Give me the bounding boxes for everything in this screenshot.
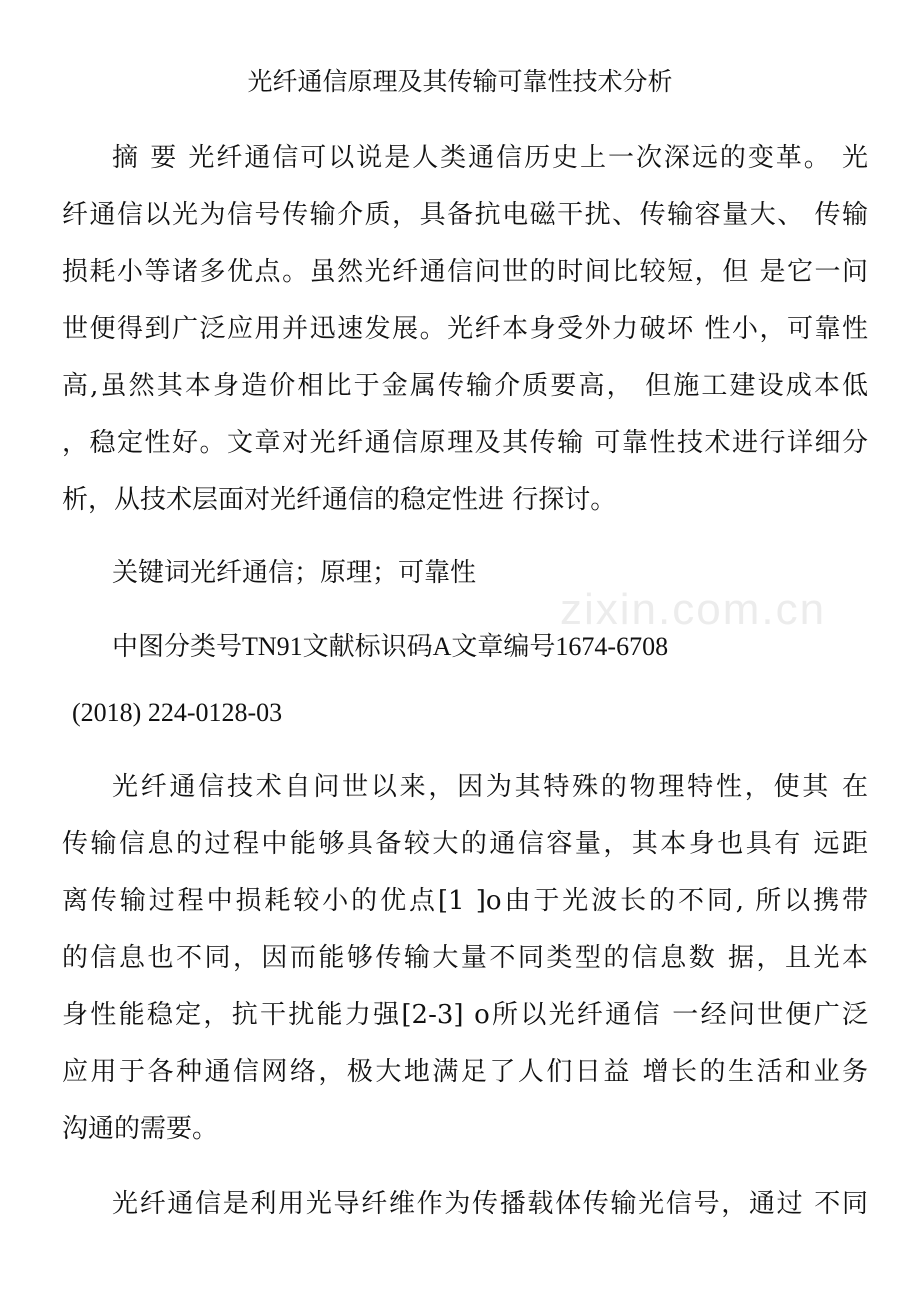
abstract-line: 高,虽然其本身造价相比于金属传输介质要高， 但施工建设成本低 [62,371,868,401]
paragraph-line: 的信息也不同，因而能够传输大量不同类型的信息数 据，且光本 [62,943,868,973]
paragraph-line: 应用于各种通信网络，极大地满足了人们日益 增长的生活和业务 [62,1057,868,1087]
paragraph-line: 身性能稳定，抗干扰能力强[2-3] o所以光纤通信 一经问世便广泛 [62,1000,868,1030]
classification-line: 中图分类号TN91文献标识码A文章编号1674-6708 [112,632,669,661]
abstract-line: 损耗小等诸多优点。虽然光纤通信问世的时间比较短，但 是它一问 [62,257,868,287]
paragraph-line: 离传输过程中损耗较小的优点[1 ]o由于光波长的不同, 所以携带 [62,886,868,916]
abstract-line: 纤通信以光为信号传输介质，具备抗电磁干扰、传输容量大、 传输 [62,200,868,230]
abstract-line: ，稳定性好。文章对光纤通信原理及其传输 可靠性技术进行详细分 [62,428,868,458]
classification-line: (2018) 224-0128-03 [72,698,283,727]
paragraph-line: 传输信息的过程中能够具备较大的通信容量，其本身也具有 远距 [62,829,868,859]
keywords: 关键词光纤通信；原理；可靠性 [112,558,477,588]
abstract-line: 摘 要 光纤通信可以说是人类通信历史上一次深远的变革。 光 [112,143,868,173]
paragraph-line: 光纤通信是利用光导纤维作为传播载体传输光信号，通过 不同 [112,1189,868,1219]
paragraph-line: 光纤通信技术自问世以来，因为其特殊的物理特性，使其 在 [112,772,868,802]
watermark: zixin.com.cn [560,585,827,634]
document-title: 光纤通信原理及其传输可靠性技术分析 [247,67,673,96]
paragraph-line: 沟通的需要。 [62,1114,219,1144]
abstract-line: 析，从技术层面对光纤通信的稳定性进 行探讨。 [62,485,617,515]
abstract-line: 世便得到广泛应用并迅速发展。光纤本身受外力破坏 性小，可靠性 [62,314,868,344]
